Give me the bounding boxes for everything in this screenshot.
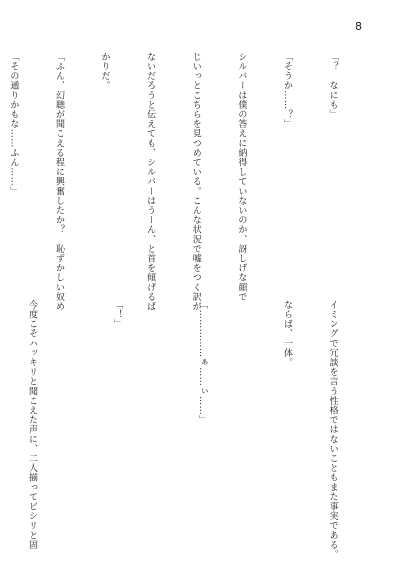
text-line: 「？ なにも」 bbox=[327, 52, 338, 120]
blank-line bbox=[154, 300, 163, 532]
upper-text-block bbox=[8, 52, 370, 312]
text-line: 「その通りかもな……ふん……」 bbox=[8, 52, 19, 196]
page-number: 8 bbox=[355, 20, 362, 33]
text-line: かりだ。 bbox=[99, 52, 110, 91]
text-line: シルバーは僕の答えに納得していないのか、訝しげな顔で bbox=[236, 52, 247, 302]
text-line: ならば、一体。 bbox=[281, 300, 292, 368]
lower-text-block bbox=[26, 300, 370, 560]
text-line: 「！」 bbox=[111, 300, 122, 329]
text-line: ないだろうと伝えても、シルバーはうーん、と首を傾げるば bbox=[145, 52, 156, 312]
text-line: 「……………ぁ……ぃ……」 bbox=[196, 300, 207, 425]
blank-line bbox=[69, 300, 78, 532]
text-line: 「そうか……？」 bbox=[281, 52, 292, 129]
blank-line bbox=[239, 300, 248, 532]
text-line: イミングで冗談を言う性格ではないこともまた事実である。 bbox=[327, 300, 338, 560]
text-line: 「ふん、幻聴が聞こえる程に興奮したか？ 恥ずかしい奴め bbox=[53, 52, 64, 312]
text-line: じいっとこちらを見つめている。こんな状況で嘘をつく訳が bbox=[190, 52, 201, 312]
text-line: 今度こそハッキリと聞こえた声に、二人揃ってビシリと固 bbox=[26, 300, 37, 550]
